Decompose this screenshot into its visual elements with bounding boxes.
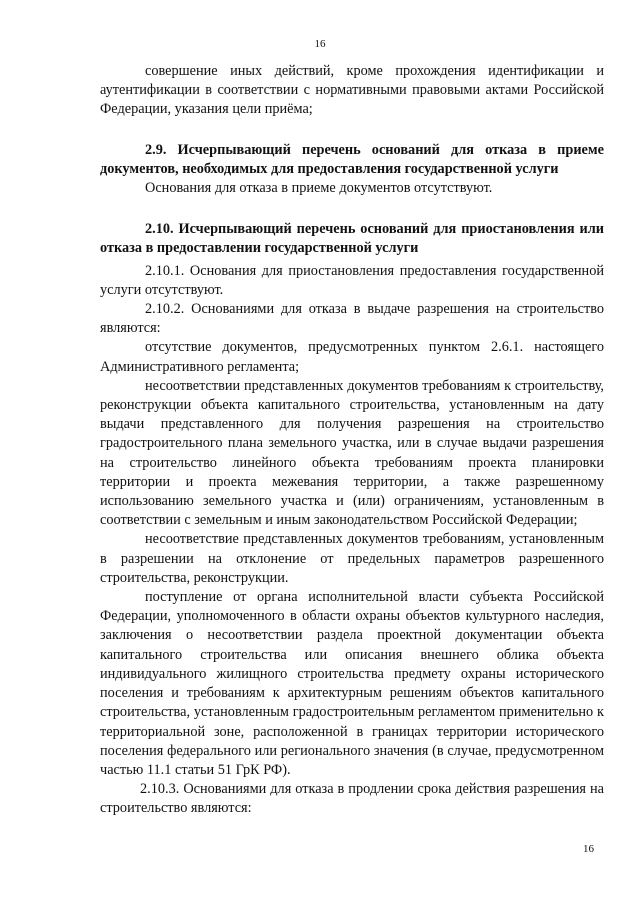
list-item-heritage-conclusion: поступление от органа исполнительной власти субъекта Российской Федерации, уполномоченного в области охраны объектов культурного наследия, заключения о несоответствии раздела проектной документации объекта капитального строительства или описания внешнего облика объекта индивидуального жилищного строительства предмету охраны исторического поселения и требованиям к архитектурным решениям объектов капитального строительства, установленным градостроительным регламентом применительно к территориальной зоне, расположенной в границах территории исторического поселения федерального или регионального значения (в случае, предусмотренном частью 11.1 статьи 51 ГрК РФ). [100, 589, 604, 778]
paragraph-2-10-3: 2.10.3. Основаниями для отказа в продлении срока действия разрешения на строительство являются: [100, 781, 604, 817]
heading-2-9: 2.9. Исчерпывающий перечень оснований для отказа в приеме документов, необходимых для предоставления государственной услуги [100, 141, 604, 177]
paragraph-no-refusal-grounds: Основания для отказа в приеме документов отсутствуют. [145, 180, 493, 197]
list-item-noncompliance-deviation: несоответствие представленных документов требованиям, установленным в разрешении на отклонение от предельных параметров разрешенного строительства, реконструкции. [100, 531, 604, 586]
list-item-noncompliance-plan: несоответствии представленных документов требованиям к строительству, реконструкции объекта капитального строительства, установленным на дату выдачи представленного для получения разрешения на строительство градостроительного плана земельного участка, или в случае выдачи разрешения на строительство линейного объекта требованиям проекта планировки территории и проекта межевания территории, а также разрешенному использованию земельного участка и (или) ограничениям, установленным в соответствии с земельным и иным законодательством Российской Федерации; [100, 377, 604, 529]
document-body [100, 62, 604, 819]
list-item-missing-documents: отсутствие документов, предусмотренных пунктом 2.6.1. настоящего Административного регламента; [100, 339, 604, 375]
page-number-top: 16 [314, 38, 326, 50]
heading-2-10: 2.10. Исчерпывающий перечень оснований для приостановления или отказа в предоставлении государственной услуги [100, 221, 604, 257]
paragraph-identification: совершение иных действий, кроме прохождения идентификации и аутентификации в соответствии с нормативными правовыми актами Российской Федерации, указания цели приёма; [100, 63, 604, 118]
paragraph-2-10-1: 2.10.1. Основания для приостановления предоставления государственной услуги отсутствуют. [100, 262, 604, 298]
paragraph-2-10-2: 2.10.2. Основаниями для отказа в выдаче разрешения на строительство являются: [100, 301, 604, 337]
page-number-bottom: 16 [583, 843, 594, 855]
